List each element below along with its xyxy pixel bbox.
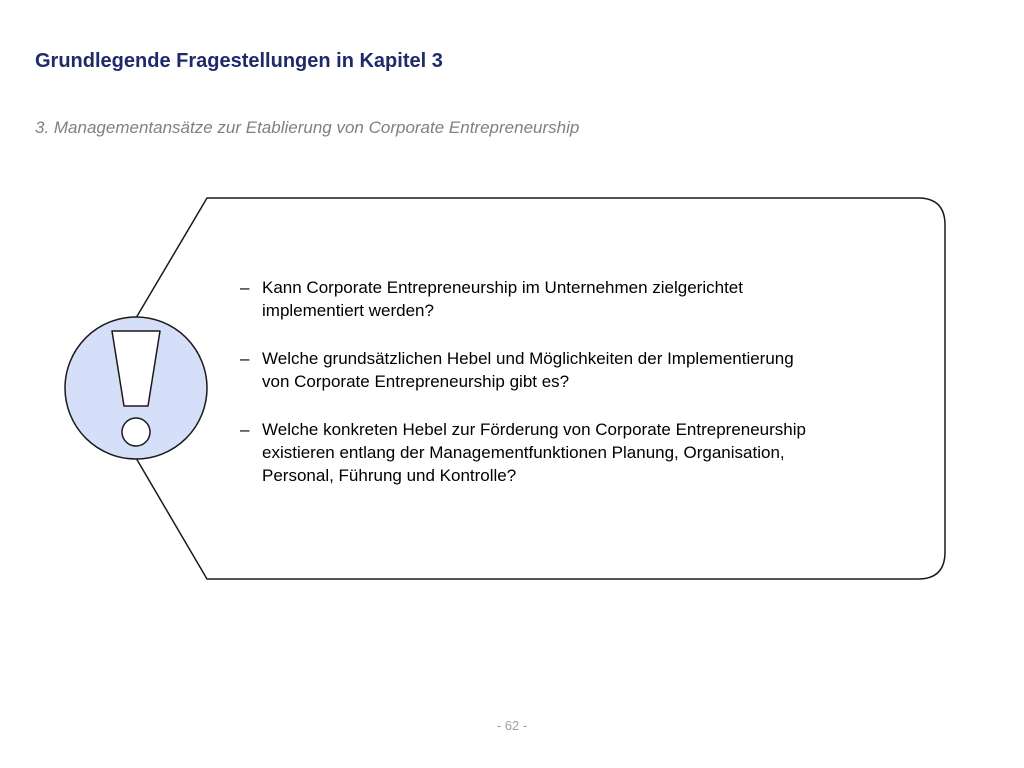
slide-subtitle: 3. Managementansätze zur Etablierung von Corporate Entrepreneurship [35,118,580,137]
question-line: existieren entlang der Managementfunktionen Planung, Organisation, [262,443,785,462]
question-list [240,276,920,512]
question-line: implementiert werden? [262,301,434,320]
question-line: Personal, Führung und Kontrolle? [262,466,517,485]
question-item [240,418,920,487]
question-line: von Corporate Entrepreneurship gibt es? [262,372,570,391]
question-line: Welche grundsätzlichen Hebel und Möglichkeiten der Implementierung [262,349,794,368]
question-item [240,347,920,393]
page-number: - 62 - [496,718,528,733]
question-item [240,276,920,322]
slide-title: Grundlegende Fragestellungen in Kapitel 3 [35,50,443,72]
dash-bullet: – [240,420,250,439]
exclamation-dot [122,418,150,446]
dash-bullet: – [240,349,250,368]
question-line: Welche konkreten Hebel zur Förderung von Corporate Entrepreneurship [262,420,806,439]
question-line: Kann Corporate Entrepreneurship im Unternehmen zielgerichtet [262,278,743,297]
dash-bullet: – [240,278,250,297]
